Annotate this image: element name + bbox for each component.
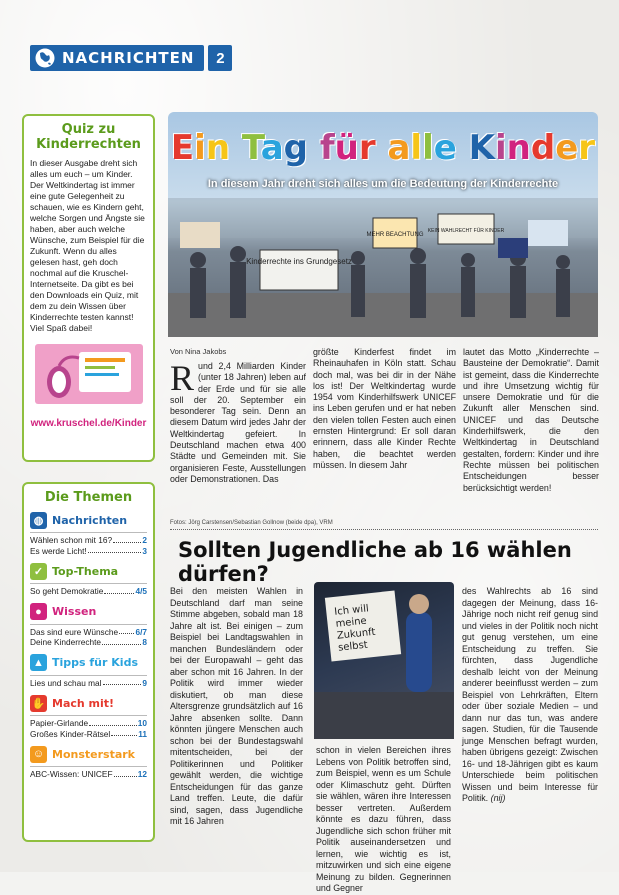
globe-icon: ◍ xyxy=(30,512,47,529)
toc-item-page: 9 xyxy=(142,677,147,688)
topic-section-nachrichten xyxy=(30,511,147,556)
article-text: des Wahlrechts ab 16 sind dagegen der Meinung, dass 16-Jährige noch nicht reif genug sind und vieles in der Politik noch nicht gut genug verstehen, um eine Entscheidung zu treffen. Sie fürchten, dass Jugendliche deshalb leicht von der Meinung anderer beeinflusst werden – zum Beispiel von Lehrkräften, Eltern oder über soziale Medien – und dann nur das tun, was andere sagen. Studien, für die Tausende junge Menschen befragt wurden, haben übrigens gezeigt: Zwischen 16- und 18-Jährigen gibt es kaum Unterschiede beim politischen Wissen und beim Interesse für Politik. xyxy=(462,586,598,803)
toc-item[interactable] xyxy=(30,769,147,780)
toc-item[interactable] xyxy=(30,729,147,740)
quiz-illustration xyxy=(35,344,143,404)
divider xyxy=(170,529,598,530)
protest-sign-1: Kinderrechte ins Grundgesetz xyxy=(246,257,352,266)
hand-icon: ✋ xyxy=(30,695,47,712)
toc-item-text: ABC-Wissen: UNICEF xyxy=(30,769,113,779)
topic-section-mach-mit xyxy=(30,694,147,739)
toc-item-page: 12 xyxy=(137,769,147,779)
toc-item-page: 3 xyxy=(142,545,147,556)
drop-cap: R xyxy=(170,358,195,398)
toc-item-text: Papier-Girlande xyxy=(30,718,89,728)
vote-sign-text: Ich will meine Zukunft selbst xyxy=(333,603,376,654)
quiz-title: Quiz zu Kinderrechten xyxy=(36,122,141,152)
toc-item-page: 4/5 xyxy=(135,586,147,596)
lead-subtitle: In diesem Jahr dreht sich alles um die Bedeutung der Kinderrechte xyxy=(207,178,559,190)
toc-item-text: Großes Kinder-Rätsel xyxy=(30,728,111,739)
topic-section-tipps xyxy=(30,654,147,689)
toc-item-text: So geht Demokratie xyxy=(30,586,104,596)
topic-label: Top-Thema xyxy=(52,564,119,578)
quiz-link[interactable]: www.kruschel.de/Kinder xyxy=(30,418,147,429)
toc-item-text: Lies und schau mal xyxy=(30,677,102,688)
topic-label: Mach mit! xyxy=(52,696,115,710)
protest-crowd-image xyxy=(168,198,598,337)
lead-title: Ein Tag für alle Kinder xyxy=(170,128,596,168)
protest-sign-image xyxy=(314,582,454,739)
toc-item[interactable] xyxy=(30,627,147,638)
vote-photo xyxy=(314,582,454,739)
protest-sign-2: MEHR BEACHTUNG xyxy=(366,232,424,238)
topic-section-top-thema xyxy=(30,562,147,597)
article-column-1 xyxy=(170,358,306,485)
topic-label: Wissen xyxy=(52,605,97,618)
toc-item-page: 6/7 xyxy=(135,626,147,637)
lead-photo xyxy=(168,112,598,337)
article2-column-3 xyxy=(462,586,598,805)
article-headline: Sollten Jugendliche ab 16 wählen dürfen? xyxy=(178,538,572,586)
protest-sign-3: KEIN WAHLRECHT FÜR KINDER xyxy=(427,228,505,234)
mouse-icon xyxy=(35,344,143,404)
section-title: NACHRICHTEN xyxy=(62,49,195,67)
toc-item-page: 8 xyxy=(142,637,147,647)
topic-label: Nachrichten xyxy=(52,513,128,527)
toc-item[interactable] xyxy=(30,586,147,597)
topics-title: Die Themen xyxy=(44,490,133,505)
toc-item[interactable] xyxy=(30,546,147,557)
toc-item-page: 10 xyxy=(137,718,147,728)
toc-item[interactable] xyxy=(30,678,147,689)
quiz-box xyxy=(22,114,155,462)
monster-icon: ☺ xyxy=(30,746,47,763)
toc-item-page: 2 xyxy=(142,535,147,545)
toc-item-text: Deine Kinderrechte xyxy=(30,637,102,647)
toc-item-text: Wählen schon mit 16? xyxy=(30,535,113,545)
section-header-box xyxy=(30,45,204,71)
section-header xyxy=(30,44,232,72)
topic-label: Tipps für Kids xyxy=(52,656,138,669)
toc-item[interactable] xyxy=(30,637,147,648)
signoff: (nij) xyxy=(490,793,506,803)
toc-item-text: Das sind eure Wünsche xyxy=(30,626,119,637)
byline: Von Nina Jakobs xyxy=(170,347,227,356)
topic-section-wissen xyxy=(30,603,147,648)
quiz-text: In dieser Ausgabe dreht sich alles um euch – um Kinder. Der Weltkindertag ist immer eine gute Gelegenheit zu schauen, wie es Kindern geht, welche Sorgen und Ängste sie haben, aber auch welche Wünsche, zum Beispiel für die Zukunft. Wenn du alles gelesen hast, geh doch nochmal auf die Kruschel-Internetseite. Da gibt es bei den Downloads ein Quiz, mit dem zu dein Wissen über Kinderrechte testen kannst! Viel Spaß dabei! xyxy=(30,158,145,333)
toc-item[interactable] xyxy=(30,535,147,546)
thumbs-up-icon: ▲ xyxy=(30,654,47,671)
article2-column-2: schon in vielen Bereichen ihres Lebens von Politik betroffen sind, zum Beispiel, wenn es um Schule oder Klimaschutz geht. Dürften sie wählen, wären ihre Interessen besser vertreten. Außerdem könnte es dazu führen, dass Jugendliche sich schon früher mit Politik auseinandersetzen und lernen, wie wichtig es ist, mitzuwirken und sich eine eigene Meinung zu bilden. Gegnerinnen und Gegner xyxy=(316,745,451,893)
topic-section-monsterstark xyxy=(30,745,147,780)
article-column-2: größte Kinderfest findet im Rheinauhafen in Köln statt. Schau doch mal, was bei dir in der Nähe los ist! Der Weltkindertag wurde 1954 vom Kinderhilfswerk UNICEF ins Leben gerufen und er hat neben den vielen tollen Festen auch einen ernsten Hintergrund: Er soll daran erinnern, dass alle Kinder Rechte haben, die beachtet werden müssen. In diesem Jahr xyxy=(313,347,456,470)
topics-box xyxy=(22,482,155,842)
toc-item-text: Es werde Licht! xyxy=(30,545,87,556)
photo-credit: Fotos: Jörg Carstensen/Sebastian Gollnow (beide dpa), VRM xyxy=(170,520,333,526)
article2-column-1: Bei den meisten Wahlen in Deutschland darf man seine Stimme abgeben, sobald man 18 Jahre alt ist. Bei einigen – zum Beispiel bei Landtagswahlen in manchen Bundesländern oder bei der Europawahl – geht das aber schon mit 16 Jahren. In der Politik wird immer wieder diskutiert, ob man diese Altersgrenze grundsätzlich auf 16 Jahre absenken sollte. Dann könnten jüngere Menschen auch schon bei der Bundestagswahl mitentscheiden, bei der Politikerinnen und Politiker gewählt werden, die wichtige Entscheidungen für das ganze Land treffen. Leute, die dafür sind, sagen, dass Jugendliche mit 16 Jahren xyxy=(170,586,303,826)
article-column-3: lautet das Motto „Kinderrechte – Bausteine der Demokratie“. Damit ist gemeint, dass die Kinderrechte und ihre Umsetzung wichtig für unsere Demokratie und für die Zukunft aller Menschen sind. UNICEF und das Deutsche Kinderhilfswerk, die den Weltkindertag in Deutschland gestalten, fordern: Kinder und ihre Rechte müssen bei politischen Entscheidungen besser berücksichtigt werden! xyxy=(463,347,599,493)
topic-label: Monsterstark xyxy=(52,747,135,761)
article-text: und 2,4 Milliarden Kinder (unter 18 Jahren) leben auf der Erde und für sie alle soll der 20. September ein besonderer Tag sein. Denn an diesem Datum wird jedes Jahr der Weltkindertag gefeiert. In Deutschland machen etwa 400 Städte und Gemeinden mit. Sie organisieren Feste, Ausstellungen oder Demonstrationen. Das xyxy=(170,361,306,484)
toc-item-page: 11 xyxy=(138,728,147,739)
bulb-icon: ● xyxy=(30,603,47,620)
page-number: 2 xyxy=(208,45,232,71)
checklist-icon: ✓ xyxy=(30,563,47,580)
globe-icon xyxy=(34,47,56,69)
toc-item[interactable] xyxy=(30,718,147,729)
